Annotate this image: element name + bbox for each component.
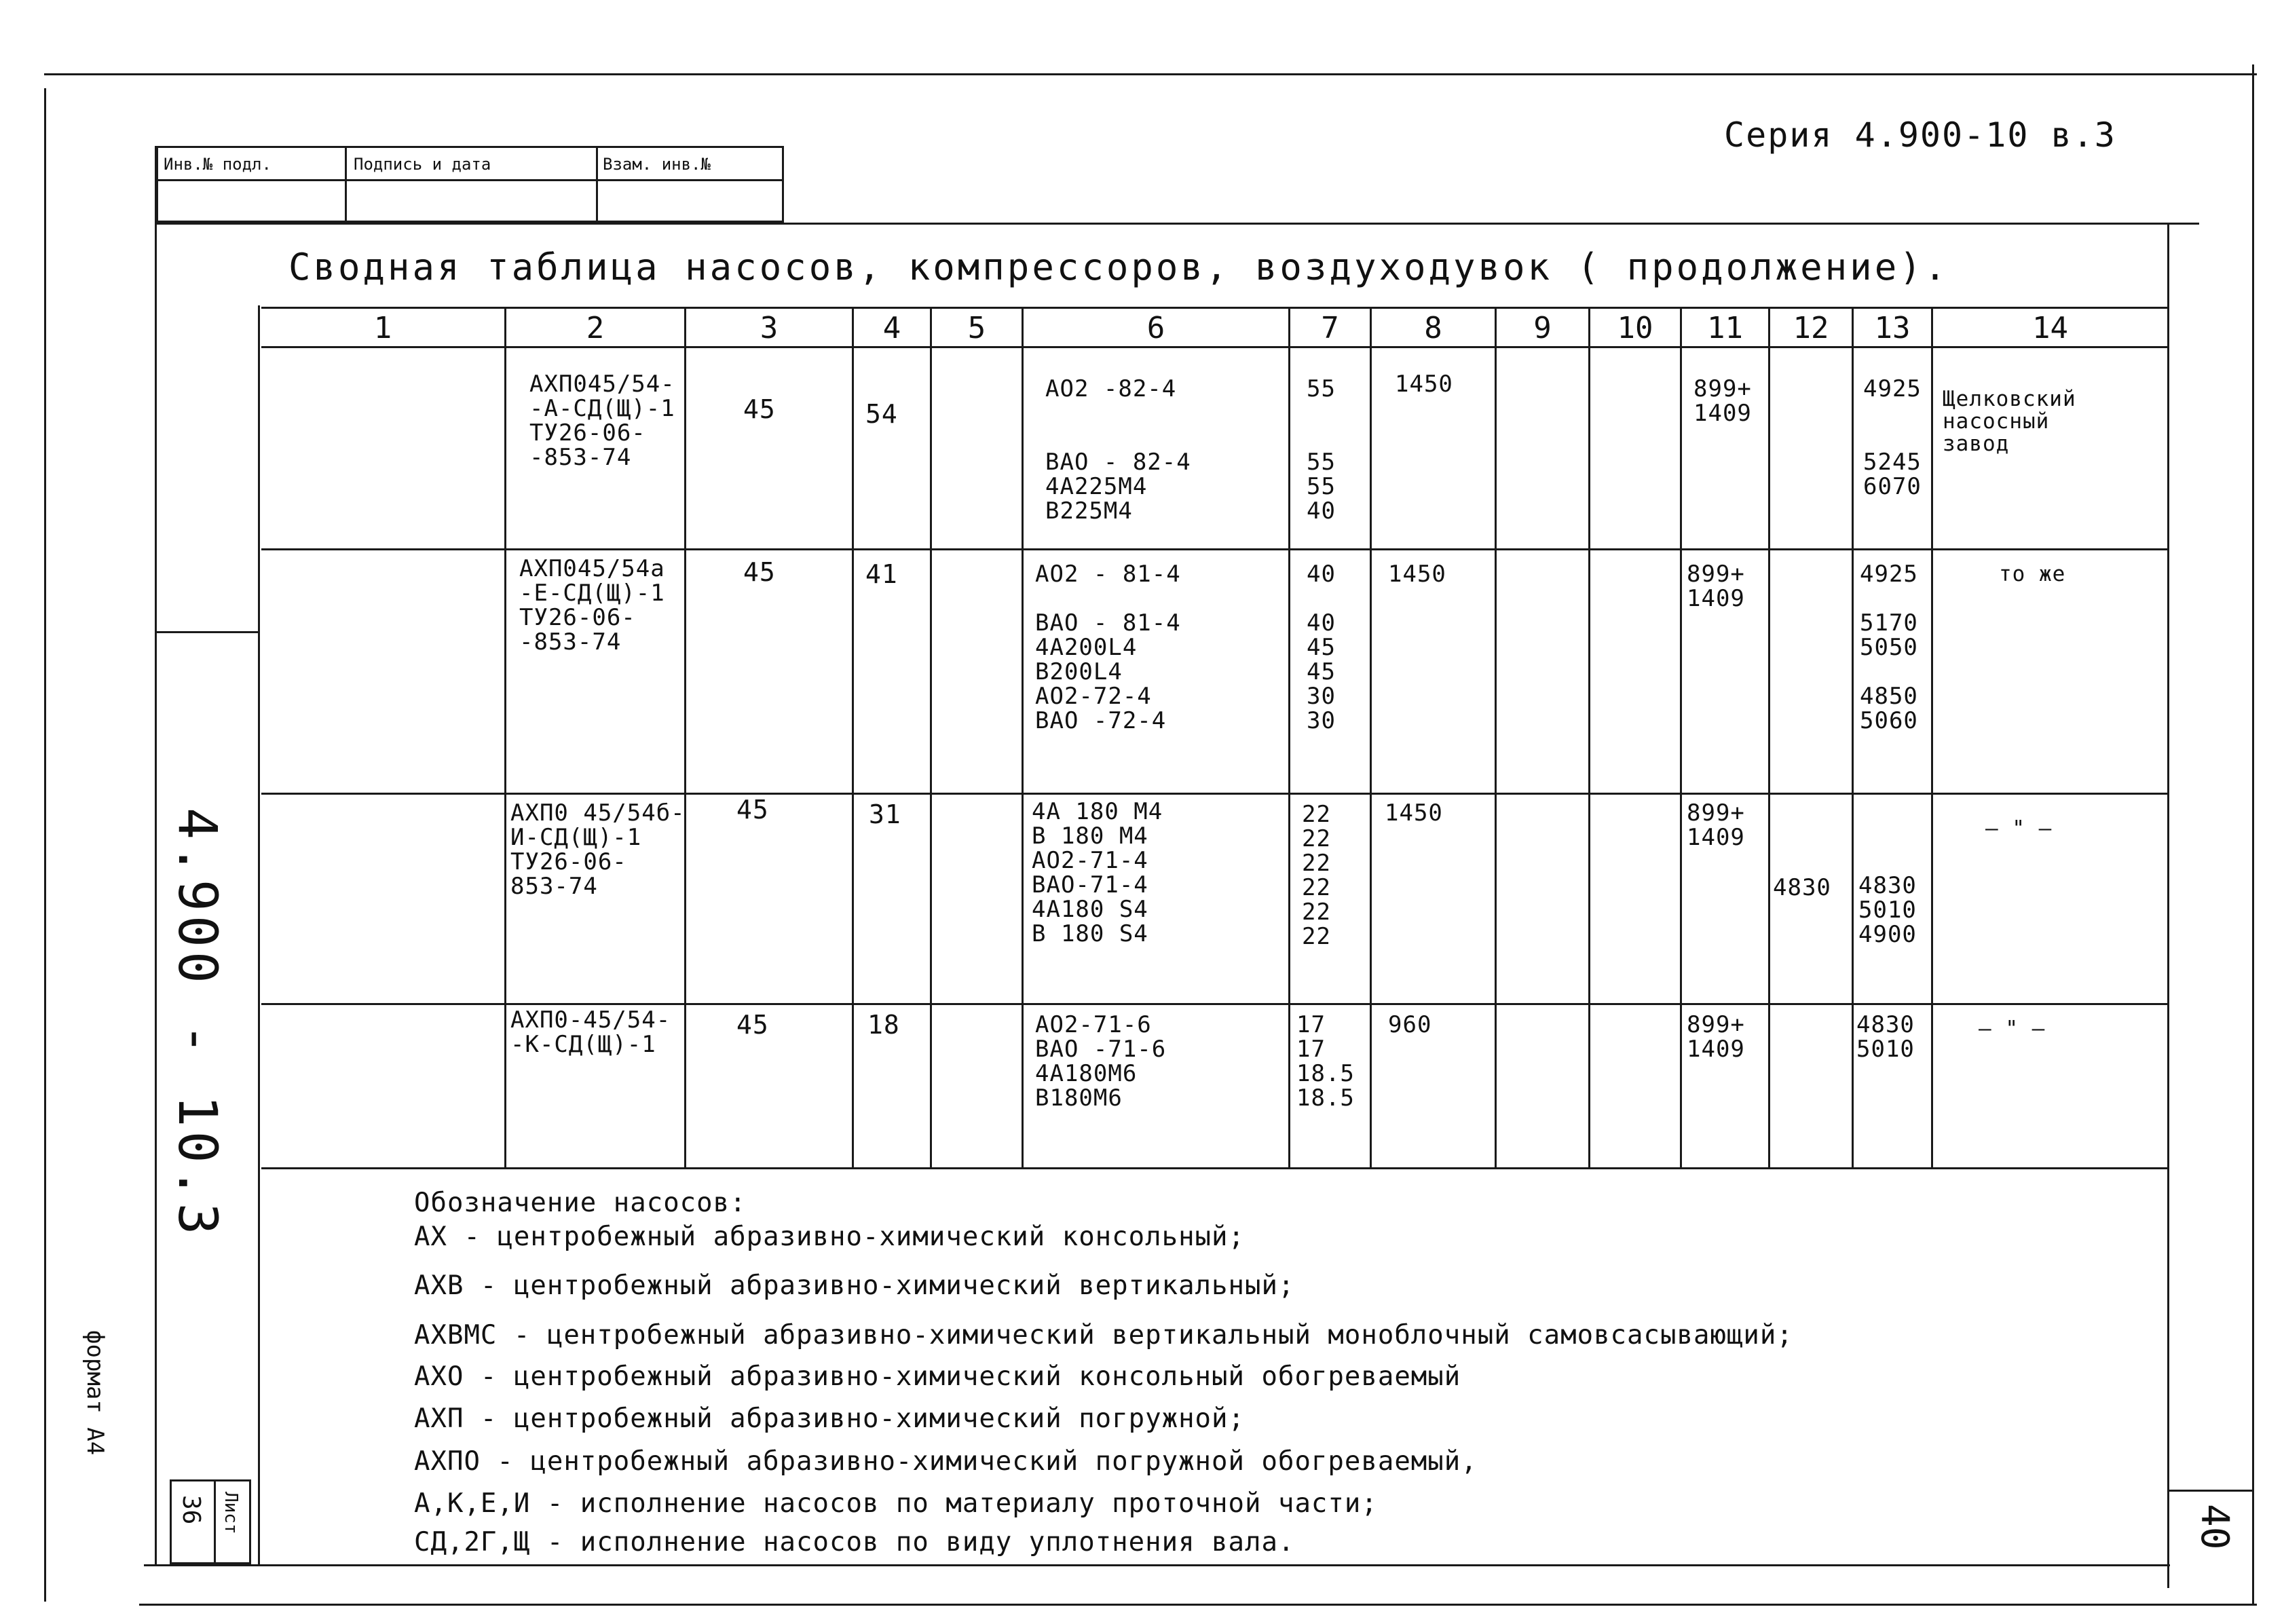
table-row-4-col13: 4830 5010 [1856,1011,1915,1063]
table-row-4-manufacturer: — " — [1979,1017,2046,1041]
col-header-8: 8 [1424,311,1442,345]
col-header-12: 12 [1793,311,1829,345]
table-row-4-head: 18 [867,1010,900,1040]
col-header-4: 4 [882,311,901,345]
table-row-1-flow: 45 [743,394,776,424]
table-row-3-col12: 4830 [1773,874,1831,901]
table-row-2-head: 41 [865,559,898,589]
sheet-box-divider [214,1481,216,1562]
col-line-8 [1495,307,1497,1169]
page-title: Сводная таблица насосов, компрессоров, воздуходувок ( продолжение). [288,246,1949,288]
table-row-2-col13: 4925 5170 5050 4850 5060 [1860,561,1918,734]
table-row-2-col11: 899+ 1409 [1687,561,1745,612]
inner-bottom-line [144,1564,2170,1566]
col-header-10: 10 [1617,311,1653,345]
col-line-2 [684,307,686,1169]
table-row-2-motor: АО2 - 81-4 ВАО - 81-4 4А200L4 В200L4 АО2-72-4 ВАО -72-4 [1035,561,1181,734]
inner-right-line [2167,224,2169,1588]
stamp-inv-label: Инв.№ подл. [164,155,272,174]
col-line-6 [1288,307,1290,1169]
col-line-3 [852,307,854,1169]
table-row-2-pump-type: АХП045/54а -Е-СД(Щ)-1 ТУ26-06- -853-74 [519,555,665,656]
table-header-line [261,346,2169,348]
table-row-3-flow: 45 [736,795,769,825]
col-header-11: 11 [1707,311,1743,345]
stamp-replaced-label: Взам. инв.№ [603,155,711,174]
table-row-2-rpm: 1450 [1388,561,1446,588]
margin-divider [258,305,260,1564]
sheet-box [170,1479,251,1564]
table-row-1-power: 55 55 55 40 [1307,375,1336,525]
sheet-number: 36 [177,1495,205,1525]
stamp-box [156,146,784,223]
table-row-1-col13: 4925 5245 6070 [1863,375,1922,500]
table-row-3-rpm: 1450 [1385,799,1443,827]
table-row2-line [261,793,2169,795]
col-header-14: 14 [2032,311,2068,345]
col-header-7: 7 [1321,311,1339,345]
table-row-2-manufacturer: то же [1999,562,2066,586]
table-row-4-col11: 899+ 1409 [1687,1011,1745,1063]
table-row-4-flow: 45 [736,1010,769,1040]
legend-heading: Обозначение насосов: [414,1188,747,1218]
col-line-9 [1588,307,1590,1169]
inner-left-line [155,146,157,1564]
document-designation: 4.900 - 10.3 [166,808,227,1239]
format-label: формат А4 [81,1330,109,1456]
page-number-box [2167,1490,2252,1564]
legend-line-3: АХВМС - центробежный абразивно-химический вертикальный моноблочный самовсасывающий; [414,1320,1793,1351]
col-header-13: 13 [1874,311,1911,345]
table-row-4-power: 17 17 18.5 18.5 [1296,1011,1355,1112]
col-line-13 [1931,307,1933,1169]
sheet-label: Лист [221,1492,241,1534]
series-label: Серия 4.900-10 в.3 [1724,115,2116,155]
table-row1-line [261,548,2169,550]
table-row-1-col11: 899+ 1409 [1693,375,1752,427]
table-row-4-motor: АО2-71-6 ВАО -71-6 4А180М6 В180М6 [1035,1011,1167,1112]
col-line-4 [930,307,932,1169]
col-line-11 [1768,307,1770,1169]
table-row-3-motor: 4А 180 М4 В 180 М4 АО2-71-4 ВАО-71-4 4А180 S4 В 180 S4 [1032,798,1163,947]
col-header-2: 2 [586,311,605,345]
col-line-7 [1370,307,1372,1169]
legend-line-7: А,К,Е,И - исполнение насосов по материалу проточной части; [414,1488,1378,1519]
stamp-signature-label: Подпись и дата [354,155,491,174]
inner-top-line [156,223,2199,225]
col-header-1: 1 [373,311,392,345]
table-row-3-head: 31 [869,799,901,829]
legend-line-6: АХПО - центробежный абразивно-химический погружной обогреваемый, [414,1446,1478,1477]
page-number: 40 [2192,1504,2236,1550]
table-bottom-line [261,1167,2169,1169]
stamp-divider-v2 [596,148,598,221]
legend-line-5: АХП - центробежный абразивно-химический погружной; [414,1403,1245,1434]
legend-line-4: АХО - центробежный абразивно-химический консольный обогреваемый [414,1361,1461,1392]
col-line-5 [1022,307,1024,1169]
table-row-4-pump-type: АХП0-45/54- -К-СД(Щ)-1 [510,1006,671,1058]
frame-left-line [44,88,46,1602]
table-row-4-rpm: 960 [1388,1011,1432,1038]
table-row-2-flow: 45 [743,557,776,587]
table-row3-line [261,1003,2169,1005]
col-line-12 [1852,307,1854,1169]
table-row-1-pump-type: АХП045/54- -А-СД(Щ)-1 ТУ26-06- -853-74 [529,371,675,471]
table-row-3-col11: 899+ 1409 [1687,799,1745,851]
table-row-1-head: 54 [865,399,898,429]
col-header-6: 6 [1146,311,1165,345]
table-row-1-rpm: 1450 [1395,371,1453,398]
legend-line-2: АХВ - центробежный абразивно-химический вертикальный; [414,1270,1295,1301]
table-row-3-pump-type: АХП0 45/54б- И-СД(Щ)-1 ТУ26-06- 853-74 [510,799,686,900]
stamp-divider-v1 [345,148,347,221]
col-line-1 [504,307,506,1169]
frame-bottom-line [139,1604,2257,1606]
table-row-3-manufacturer: — " — [1985,816,2053,841]
table-row-3-power: 22 22 22 22 22 22 [1302,801,1331,950]
col-header-5: 5 [967,311,986,345]
col-header-3: 3 [760,311,779,345]
table-top-line [261,307,2169,309]
table-row-1-motor: АО2 -82-4 ВАО - 82-4 4А225М4 В225М4 [1045,375,1191,525]
legend-line-1: АХ - центробежный абразивно-химический консольный; [414,1222,1245,1252]
table-row-3-col13: 4830 5010 4900 [1858,872,1917,948]
frame-right-line [2252,64,2254,1605]
col-header-9: 9 [1533,311,1552,345]
table-row-1-manufacturer: Щелковский насосный завод [1943,387,2076,456]
table-row-2-power: 40 40 45 45 30 30 [1307,561,1336,734]
stamp-divider-h [158,179,782,181]
margin-split-line [155,631,260,633]
frame-top-line [44,73,2257,75]
legend-line-8: СД,2Г,Щ - исполнение насосов по виду уплотнения вала. [414,1527,1295,1557]
col-line-10 [1680,307,1682,1169]
